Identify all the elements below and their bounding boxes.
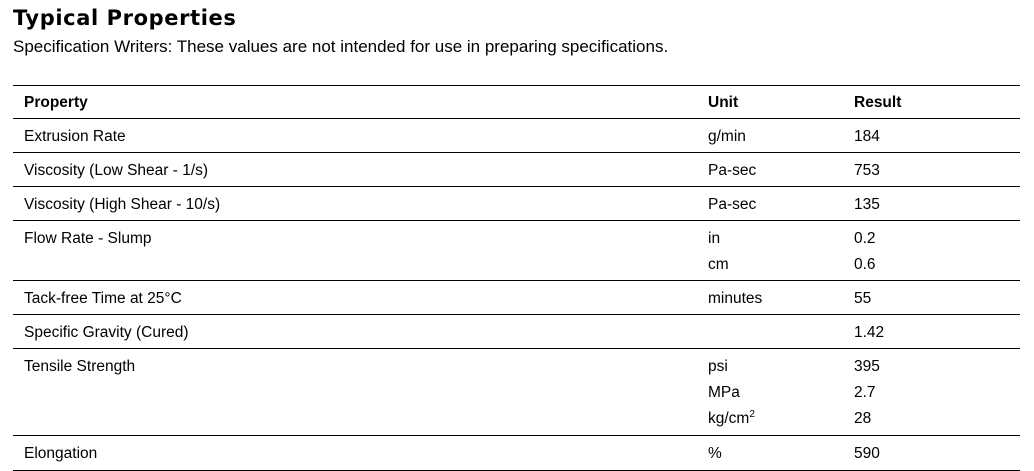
unit-value: minutes <box>708 290 763 307</box>
result-cell <box>854 436 880 467</box>
result-value: 28 <box>854 410 872 427</box>
page-title: Typical Properties <box>13 6 237 30</box>
unit-value: psi <box>708 358 728 375</box>
unit-cell <box>708 281 762 312</box>
unit-cell <box>708 349 755 432</box>
unit-cell <box>708 153 756 184</box>
unit-value: in <box>708 230 721 247</box>
table-row <box>13 349 1020 436</box>
property-cell: Viscosity (High Shear - 10/s) <box>24 196 221 213</box>
result-cell <box>854 221 876 278</box>
unit-value: kg/cm <box>708 410 750 427</box>
property-cell: Tack-free Time at 25°C <box>24 290 182 307</box>
column-header-result: Result <box>854 94 902 111</box>
column-header-property: Property <box>24 94 88 111</box>
unit-superscript: 2 <box>749 409 755 420</box>
unit-value: MPa <box>708 384 740 401</box>
table-row <box>13 221 1020 281</box>
unit-value: cm <box>708 256 729 273</box>
property-cell: Extrusion Rate <box>24 128 126 145</box>
property-cell: Flow Rate - Slump <box>24 230 152 247</box>
unit-value: Pa-sec <box>708 196 757 213</box>
unit-value: % <box>708 445 722 462</box>
properties-table <box>13 85 1020 471</box>
result-value: 135 <box>854 196 880 213</box>
result-cell <box>854 349 880 432</box>
result-cell <box>854 187 880 218</box>
table-body <box>13 119 1020 471</box>
unit-cell <box>708 187 756 218</box>
page-subtitle: Specification Writers: These values are not intended for use in preparing specifications. <box>13 37 669 56</box>
unit-cell <box>708 221 729 278</box>
result-cell <box>854 119 880 150</box>
unit-value: g/min <box>708 128 746 145</box>
property-cell: Elongation <box>24 445 98 462</box>
result-value: 590 <box>854 445 880 462</box>
property-cell: Specific Gravity (Cured) <box>24 324 189 341</box>
result-value: 55 <box>854 290 872 307</box>
result-value: 2.7 <box>854 384 876 401</box>
table-header-row <box>13 86 1020 119</box>
unit-value: Pa-sec <box>708 162 757 179</box>
result-value: 753 <box>854 162 880 179</box>
unit-cell <box>708 119 746 150</box>
table-row <box>13 281 1020 315</box>
property-cell: Viscosity (Low Shear - 1/s) <box>24 162 209 179</box>
property-cell: Tensile Strength <box>24 358 136 375</box>
result-value: 395 <box>854 358 880 375</box>
table-row <box>13 436 1020 471</box>
table-row <box>13 315 1020 349</box>
table-row <box>13 153 1020 187</box>
result-cell <box>854 281 871 312</box>
result-value: 1.42 <box>854 324 885 341</box>
table-row <box>13 119 1020 153</box>
result-value: 0.6 <box>854 256 876 273</box>
result-value: 184 <box>854 128 880 145</box>
column-header-unit: Unit <box>708 94 739 111</box>
unit-cell <box>708 436 722 467</box>
result-cell <box>854 315 884 346</box>
table-row <box>13 187 1020 221</box>
result-cell <box>854 153 880 184</box>
result-value: 0.2 <box>854 230 876 247</box>
